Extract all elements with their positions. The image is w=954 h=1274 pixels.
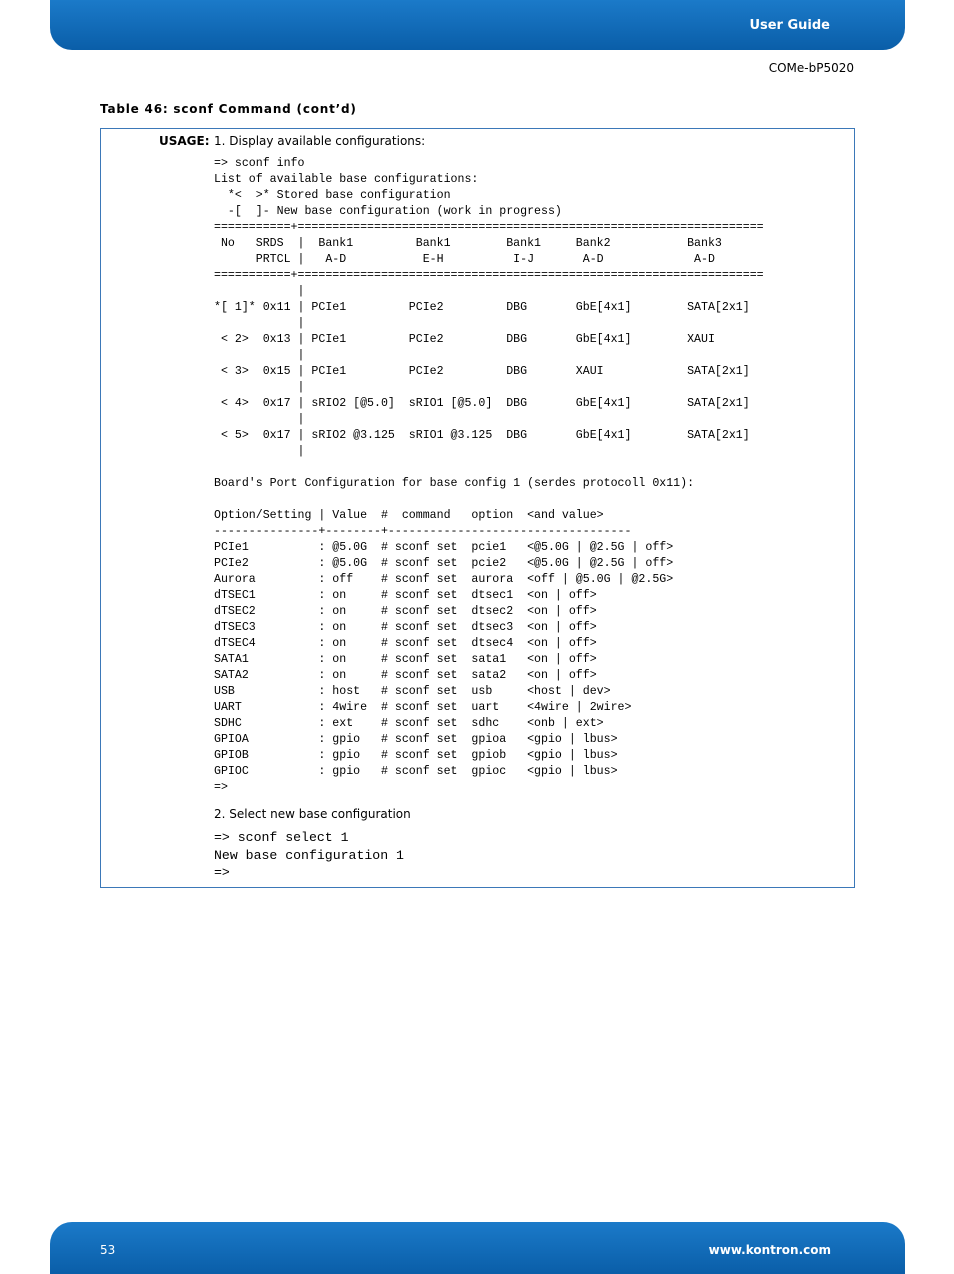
- code-line: GPIOB : gpio # sconf set gpiob <gpio | lbus>: [214, 749, 618, 762]
- product-name: COMe-bP5020: [768, 61, 854, 75]
- code-line: -[ ]- New base configuration (work in progress): [214, 205, 562, 218]
- code-line: UART : 4wire # sconf set uart <4wire | 2wire>: [214, 701, 632, 714]
- code-line: List of available base configurations:: [214, 173, 479, 186]
- code-line: GPIOC : gpio # sconf set gpioc <gpio | lbus>: [214, 765, 618, 778]
- section2-code-block: [214, 829, 404, 882]
- code-line: New base configuration 1: [214, 847, 404, 863]
- code-line: < 2> 0x13 | PCIe1 PCIe2 DBG GbE[4x1] XAUI: [214, 333, 715, 346]
- section2-title: 2. Select new base configuration: [214, 807, 411, 821]
- code-line: |: [214, 349, 305, 362]
- code-line: *< >* Stored base configuration: [214, 189, 451, 202]
- code-line: SATA2 : on # sconf set sata2 <on | off>: [214, 669, 597, 682]
- header-banner: [50, 0, 905, 50]
- code-line: |: [214, 381, 305, 394]
- code-line: ===========+===================================================================: [214, 221, 764, 234]
- usage-label: USAGE:: [159, 134, 210, 148]
- section1-title: 1. Display available configurations:: [214, 134, 426, 148]
- code-line: dTSEC3 : on # sconf set dtsec3 <on | off>: [214, 621, 597, 634]
- code-line: USB : host # sconf set usb <host | dev>: [214, 685, 611, 698]
- code-line: |: [214, 445, 305, 458]
- table-caption: Table 46: sconf Command (cont’d): [100, 102, 357, 116]
- section1-code-block: [214, 156, 764, 796]
- code-line: *[ 1]* 0x11 | PCIe1 PCIe2 DBG GbE[4x1] SATA[2x1]: [214, 301, 750, 314]
- code-line: [214, 460, 764, 476]
- code-line: SDHC : ext # sconf set sdhc <onb | ext>: [214, 717, 604, 730]
- page-number: 53: [100, 1243, 116, 1257]
- code-line: PCIe2 : @5.0G # sconf set pcie2 <@5.0G | @2.5G | off>: [214, 557, 674, 570]
- code-line: GPIOA : gpio # sconf set gpioa <gpio | lbus>: [214, 733, 618, 746]
- code-line: < 3> 0x15 | PCIe1 PCIe2 DBG XAUI SATA[2x1]: [214, 365, 750, 378]
- code-line: dTSEC4 : on # sconf set dtsec4 <on | off>: [214, 637, 597, 650]
- code-line: |: [214, 413, 305, 426]
- code-line: Option/Setting | Value # command option <and value>: [214, 509, 604, 522]
- footer-banner: [50, 1222, 905, 1274]
- code-line: [214, 492, 764, 508]
- code-line: |: [214, 285, 305, 298]
- code-line: dTSEC1 : on # sconf set dtsec1 <on | off>: [214, 589, 597, 602]
- website-link[interactable]: www.kontron.com: [708, 1243, 831, 1257]
- code-line: < 5> 0x17 | sRIO2 @3.125 sRIO1 @3.125 DBG GbE[4x1] SATA[2x1]: [214, 429, 750, 442]
- code-line: PCIe1 : @5.0G # sconf set pcie1 <@5.0G | @2.5G | off>: [214, 541, 674, 554]
- code-line: ===========+===================================================================: [214, 269, 764, 282]
- code-line: PRTCL | A-D E-H I-J A-D A-D: [214, 253, 715, 266]
- code-line: No SRDS | Bank1 Bank1 Bank1 Bank2 Bank3: [214, 237, 722, 250]
- command-table: [100, 128, 855, 888]
- code-line: Aurora : off # sconf set aurora <off | @5.0G | @2.5G>: [214, 573, 674, 586]
- code-line: => sconf select 1: [214, 830, 349, 845]
- code-line: ---------------+--------+-----------------------------------: [214, 525, 632, 538]
- code-line: < 4> 0x17 | sRIO2 [@5.0] sRIO1 [@5.0] DBG GbE[4x1] SATA[2x1]: [214, 397, 750, 410]
- code-line: => sconf info: [214, 157, 305, 170]
- code-line: =>: [214, 865, 230, 880]
- code-line: Board's Port Configuration for base config 1 (serdes protocoll 0x11):: [214, 477, 695, 490]
- code-line: |: [214, 317, 305, 330]
- code-line: dTSEC2 : on # sconf set dtsec2 <on | off>: [214, 605, 597, 618]
- code-line: =>: [214, 781, 228, 794]
- code-line: SATA1 : on # sconf set sata1 <on | off>: [214, 653, 597, 666]
- document-type-title: User Guide: [749, 18, 830, 33]
